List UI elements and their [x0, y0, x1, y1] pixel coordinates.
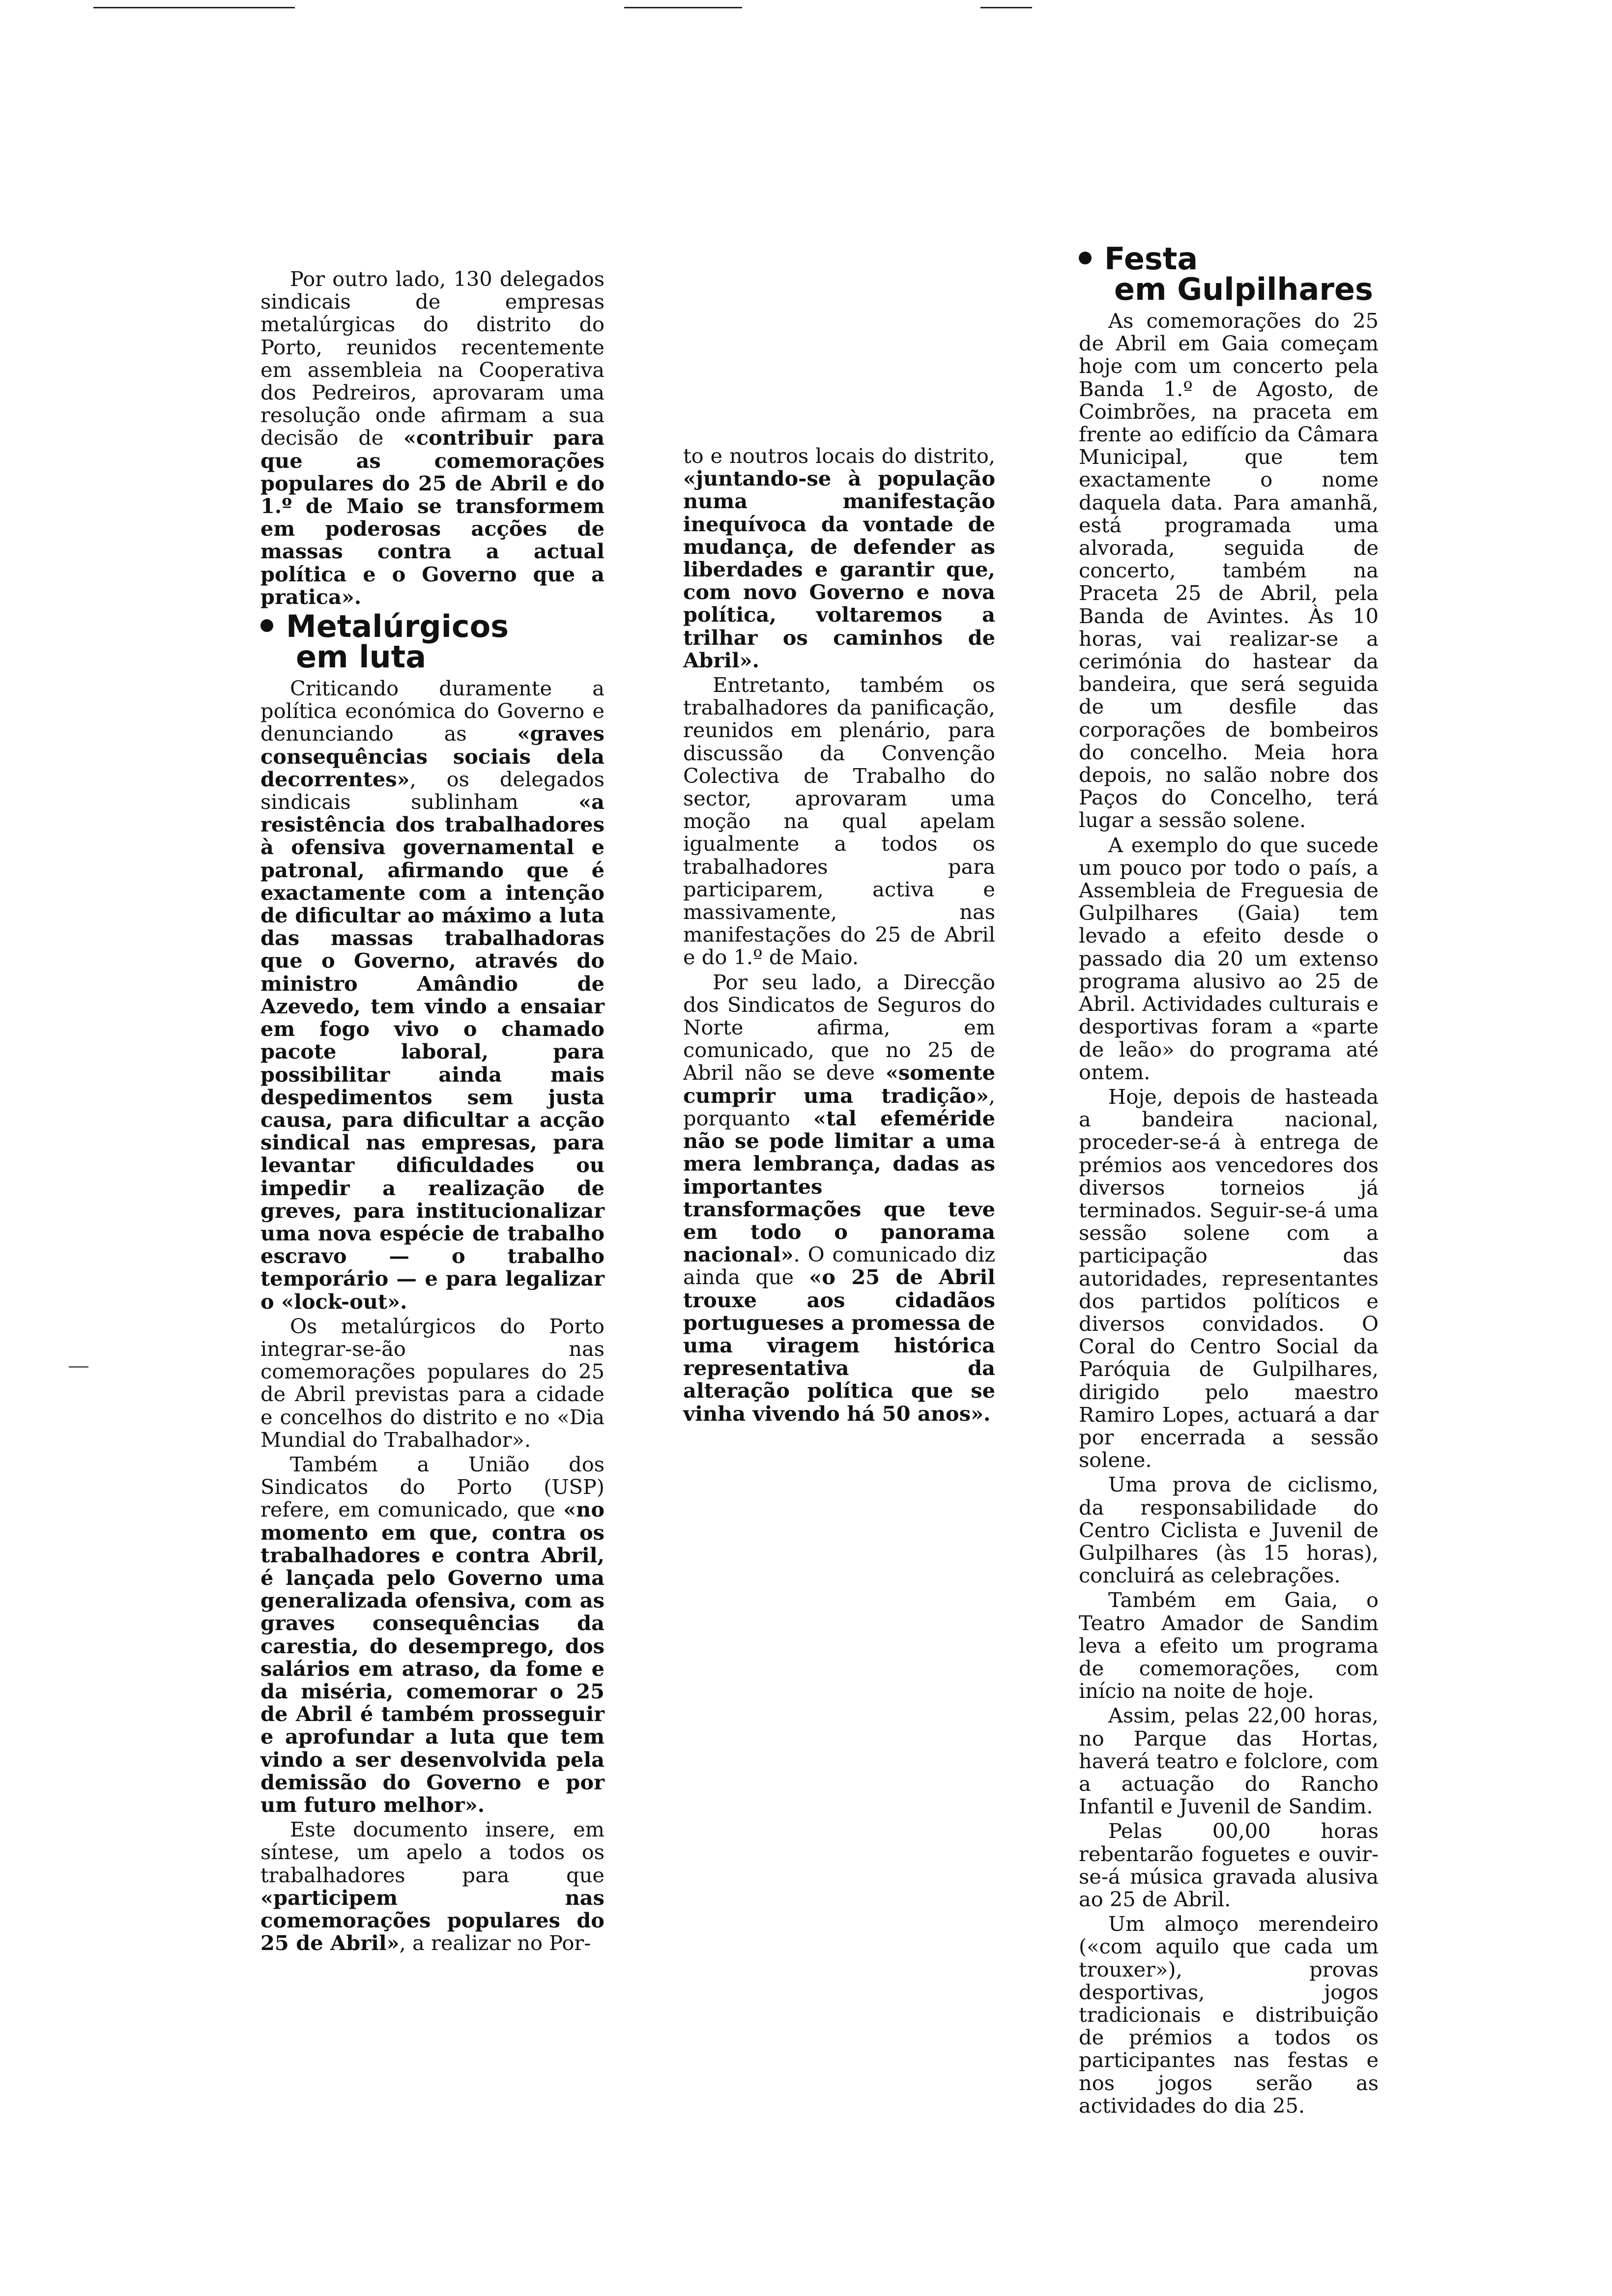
bold-text-run: «tal efeméride não se pode limitar a uma mera lembrança, dadas as importantes transformações que teve em todo o panorama nacional» [683, 1106, 995, 1267]
text-run: Pelas 00,00 horas rebentarão foguetes e ouvir-se-á música gravada alusiva ao 25 de Abril. [1079, 1819, 1379, 1912]
text-run: , os delegados sindicais sublinham [260, 767, 604, 814]
heading-line-1: Metalúrgicos [286, 608, 509, 645]
article-paragraph [1079, 834, 1379, 1084]
article-paragraph [260, 677, 604, 1313]
article-paragraph [260, 268, 604, 608]
article-paragraph [1079, 1086, 1379, 1471]
text-run: Entretanto, também os trabalhadores da panificação, reunidos em plenário, para discussão da Convenção Colectiva de Trabalho do sector, aprovaram uma moção na qual apelam igualmente a todos os trabalhadores para participarem, activa e massivamente, nas manifestações do 25 de Abril e do 1.º de Maio. [683, 673, 995, 970]
heading-line-2: em luta [296, 639, 427, 675]
text-run: Um almoço merendeiro («com aquilo que cada um trouxer»), provas desportivas, jogos tradicionais e distribuição de prémios a todos os participantes nas festas e nos jogos serão as actividades do dia 25. [1079, 1912, 1379, 2118]
column-middle [683, 445, 995, 1427]
article-paragraph [260, 1818, 604, 1954]
bold-text-run: «participem nas comemorações populares do 25 de Abril» [260, 1885, 604, 1955]
text-run: Por outro lado, 130 delegados sindicais de empresas metalúrgicas do distrito do Porto, reunidos recentemente em assembleia na Cooperativa dos Pedreiros, aprovaram uma resolução onde afirmam a sua decisão de [260, 267, 604, 450]
text-run: Este documento insere, em síntese, um apelo a todos os trabalhadores para que [260, 1817, 604, 1887]
article-paragraph [1079, 1589, 1379, 1702]
article-paragraph [1079, 310, 1379, 832]
bold-text-run: «no momento em que, contra os trabalhadores e contra Abril, é lançada pelo Governo uma generalizada ofensiva, com as graves consequências da carestia, do desemprego, dos salários em atraso, da fome e da miséria, comemorar o 25 de Abril é também prosseguir e aprofundar a luta que tem vindo a ser desenvolvida pela demissão do Governo e por um futuro melhor». [260, 1497, 604, 1817]
article-paragraph [1079, 1913, 1379, 2117]
heading-line-2: em Gulpilhares [1114, 271, 1373, 307]
top-rule-right [980, 7, 1032, 8]
article-paragraph [683, 445, 995, 672]
text-run: Também a União dos Sindicatos do Porto (USP) refere, em comunicado, que [260, 1452, 604, 1522]
top-rule-center [624, 7, 742, 8]
article-paragraph [683, 971, 995, 1425]
bold-text-run: «contribuir para que as comemorações populares do 25 de Abril e do 1.º de Maio se transformem em poderosas acções de massas contra a actual política e o Governo que a pratica». [260, 426, 604, 609]
column-right [1079, 241, 1379, 2119]
article-paragraph [1079, 1820, 1379, 1911]
margin-mark [69, 1366, 88, 1368]
text-run: Assim, pelas 22,00 horas, no Parque das Hortas, haverá teatro e folclore, com a actuação do Rancho Infantil e Juvenil de Sandim. [1079, 1703, 1379, 1819]
bold-text-run: «graves consequências sociais dela decorrentes» [260, 721, 604, 791]
column-left [260, 268, 604, 1956]
article-paragraph [260, 1453, 604, 1816]
bold-text-run: , afirmando que é exactamente com a intenção de dificultar ao máximo a luta das massas trabalhadoras que o Governo, através do ministro Amândio de Azevedo, tem vindo a ensaiar em fogo vivo o chamado pacote laboral, para possibilitar ainda mais despedimentos sem justa causa, para dificultar a acção sindical nas empresas, para levantar dificuldades ou impedir a realização de greves, para institucionalizar uma nova espécie de trabalho escravo — o trabalho temporário — e para legalizar o «lock-out». [260, 858, 604, 1314]
text-run: A exemplo do que sucede um pouco por todo o país, a Assembleia de Freguesia de Gulpilhares (Gaia) tem levado a efeito desde o passado dia 20 um extenso programa alusivo ao 25 de Abril. Actividades culturais e desportivas foram a «parte de leão» do programa até ontem. [1079, 832, 1379, 1084]
bullet-icon [1079, 252, 1092, 264]
bold-text-run: «a resistência dos trabalhadores à ofensiva governamental e patronal [260, 790, 604, 882]
section-heading [260, 608, 604, 675]
bullet-icon [260, 619, 273, 632]
article-paragraph [260, 1315, 604, 1451]
text-run: As comemorações do 25 de Abril em Gaia começam hoje com um concerto pela Banda 1.º de Agosto, de Coimbrões, na praceta em frente ao edifício da Câmara Municipal, que tem exactamente o nome daquela data. Para amanhã, está programada uma alvorada, seguida de concerto, também na Praceta 25 de Abril, pela Banda de Avintes. Às 10 horas, vai realizar-se a cerimónia do hastear da bandeira, que será seguida de um desfile das corporações de bombeiros do concelho. Meia hora depois, no salão nobre dos Paços do Concelho, terá lugar a sessão solene. [1079, 309, 1379, 832]
text-run: . O comunicado diz ainda que [683, 1242, 995, 1290]
article-paragraph [1079, 1704, 1379, 1818]
bold-text-run: «somente cumprir uma tradição» [683, 1061, 995, 1108]
text-run: Criticando duramente a política económica do Governo e denunciando as [260, 676, 604, 746]
bold-text-run: «o 25 de Abril trouxe aos cidadãos portugueses a promessa de uma viragem histórica representativa da alteração política que se vinha vivendo há 50 anos». [683, 1265, 995, 1426]
text-run: , porquanto [683, 1083, 995, 1130]
text-run: Os metalúrgicos do Porto integrar-se-ão nas comemorações populares do 25 de Abril previstas para a cidade e concelhos do distrito e no «Dia Mundial do Trabalhador». [260, 1314, 604, 1452]
section-heading [1079, 241, 1379, 307]
article-paragraph [683, 674, 995, 969]
text-run: Hoje, depois de hasteada a bandeira nacional, proceder-se-á à entrega de prémios aos vencedores dos diversos torneios já terminados. Seguir-se-á uma sessão solene com a participação das autoridades, representantes dos partidos políticos e diversos convidados. O Coral do Centro Social da Paróquia de Gulpilhares, dirigido pelo maestro Ramiro Lopes, actuará a dar por encerrada a sessão solene. [1079, 1084, 1379, 1472]
article-paragraph [1079, 1473, 1379, 1587]
text-run: Também em Gaia, o Teatro Amador de Sandim leva a efeito um programa de comemorações, com início na noite de hoje. [1079, 1588, 1379, 1703]
text-run: to e noutros locais do distrito, [683, 444, 995, 468]
heading-line-1: Festa [1104, 241, 1198, 277]
bold-text-run: «juntando-se à população numa manifestação inequívoca da vontade de mudança, de defender as liberdades e garantir que, com novo Governo e nova política, voltaremos a trilhar os caminhos de Abril». [683, 466, 995, 672]
top-rule-left [93, 7, 295, 8]
text-run: Por seu lado, a Direcção dos Sindicatos de Seguros do Norte afirma, em comunicado, que no 25 de Abril não se deve [683, 970, 995, 1085]
text-run: Uma prova de ciclismo, da responsabilidade do Centro Ciclista e Juvenil de Gulpilhares (às 15 horas), concluirá as celebrações. [1079, 1472, 1379, 1588]
text-run: , a realizar no Por- [399, 1931, 591, 1955]
